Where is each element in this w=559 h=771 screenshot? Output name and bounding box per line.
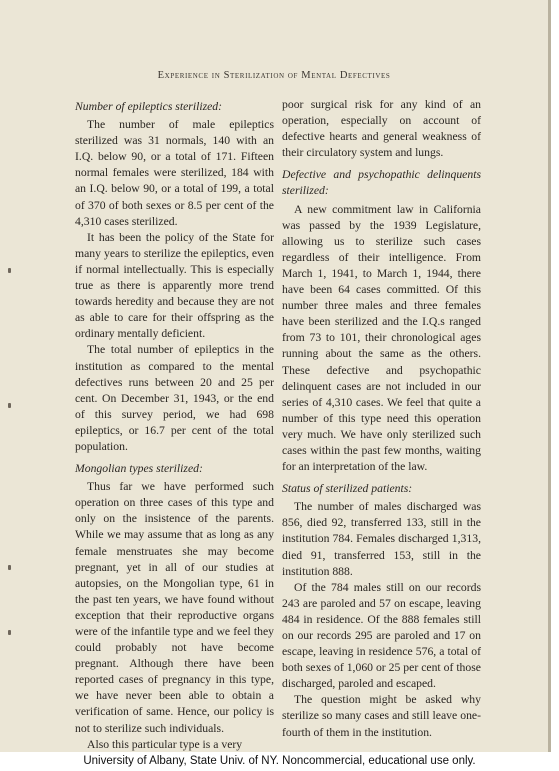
- margin-mark: [8, 403, 11, 408]
- right-column: [282, 97, 481, 741]
- paragraph: Also this particular type is a very: [87, 737, 243, 751]
- section-heading-mongolian: Mongolian types sterilized:: [75, 462, 203, 476]
- running-head: Experience in Sterilization of Mental Defectives: [157, 70, 391, 81]
- paragraph: The total number of epileptics in the institution as compared to the mental defectives runs between 20 and 25 per cent. On December 31, 1943, or the end of this survey period, we had 698 epileptics, or 16.7 per cent of the total population.: [75, 343, 274, 453]
- usage-footer: University of Albany, State Univ. of NY. Noncommercial, educational use only.: [83, 755, 476, 767]
- paragraph: Of the 784 males still on our records 243 are paroled and 57 on escape, leaving 484 in residence. Of the 888 females still on our records 295 are paroled and 17 on escape, leaving in residence 576, a total of both sexes of 1,060 or 25 per cent of those discharged, paroled and escaped.: [282, 580, 481, 691]
- margin-mark: [8, 565, 11, 570]
- section-heading-delinquents: Defective and psychopathic delinquents sterilized:: [282, 168, 481, 198]
- paragraph: A new commitment law in California was passed by the 1939 Legislature, allowing us to sterilize such cases regardless of their intelligence. From March 1, 1941, to March 1, 1944, there have been 64 cases committed. Of this number three males and three females have been sterilized and the I.Q.s ranged from 73 to 101, their chronological ages running about the same as the others. These defective and psychopathic delinquent cases are not included in our series of 4,310 cases. We feel that quite a number of this type need this operation very much. We have only sterilized such cases within the past few months, waiting for an interpretation of the law.: [282, 202, 481, 474]
- paragraph: The number of male epileptics sterilized was 31 normals, 140 with an I.Q. below 90, or a total of 171. Fifteen normal females were sterilized, 184 with an I.Q. below 90, or a total of 199, a total of 370 of both sexes or 8.5 per cent of the 4,310 cases sterilized.: [75, 118, 274, 228]
- section-heading-epileptics: Number of epileptics sterilized:: [75, 100, 223, 113]
- paragraph: Thus far we have performed such operation on three cases of this type and only on the insistence of the parents. While we may assume that as long as any female menstruates she may become pregnant, yet in all of our studies at autopsies, on the Mongolian type, 61 in the past ten years, we have found without exception that their reproductive organs were of the infantile type and we feel they could probably not have become pregnant. Although there have been reported cases of pregnancy in this type, we have never been able to obtain a verification of same. Hence, our policy is not to sterilize such individuals.: [75, 480, 274, 735]
- paragraph: poor surgical risk for any kind of an operation, especially on account of defective hearts and general weakness of their circulatory system and lungs.: [282, 98, 481, 160]
- margin-mark: [8, 630, 11, 635]
- paragraph: The question might be asked why sterilize so many cases and still leave one-fourth of them in the institution.: [282, 693, 481, 739]
- left-column: [75, 97, 274, 753]
- paragraph: The number of males discharged was 856, died 92, transferred 133, still in the institution 784. Females discharged 1,313, died 91, transferred 153, still in the institution 888.: [282, 500, 481, 578]
- paragraph: It has been the policy of the State for many years to sterilize the epileptics, even if normal intellectually. This is especially true as there is apparently more trend towards heredity and because they are not as able to care for their offspring as the ordinary mentally deficient.: [75, 230, 274, 341]
- section-heading-status: Status of sterilized patients:: [282, 482, 413, 496]
- margin-mark: [8, 268, 11, 273]
